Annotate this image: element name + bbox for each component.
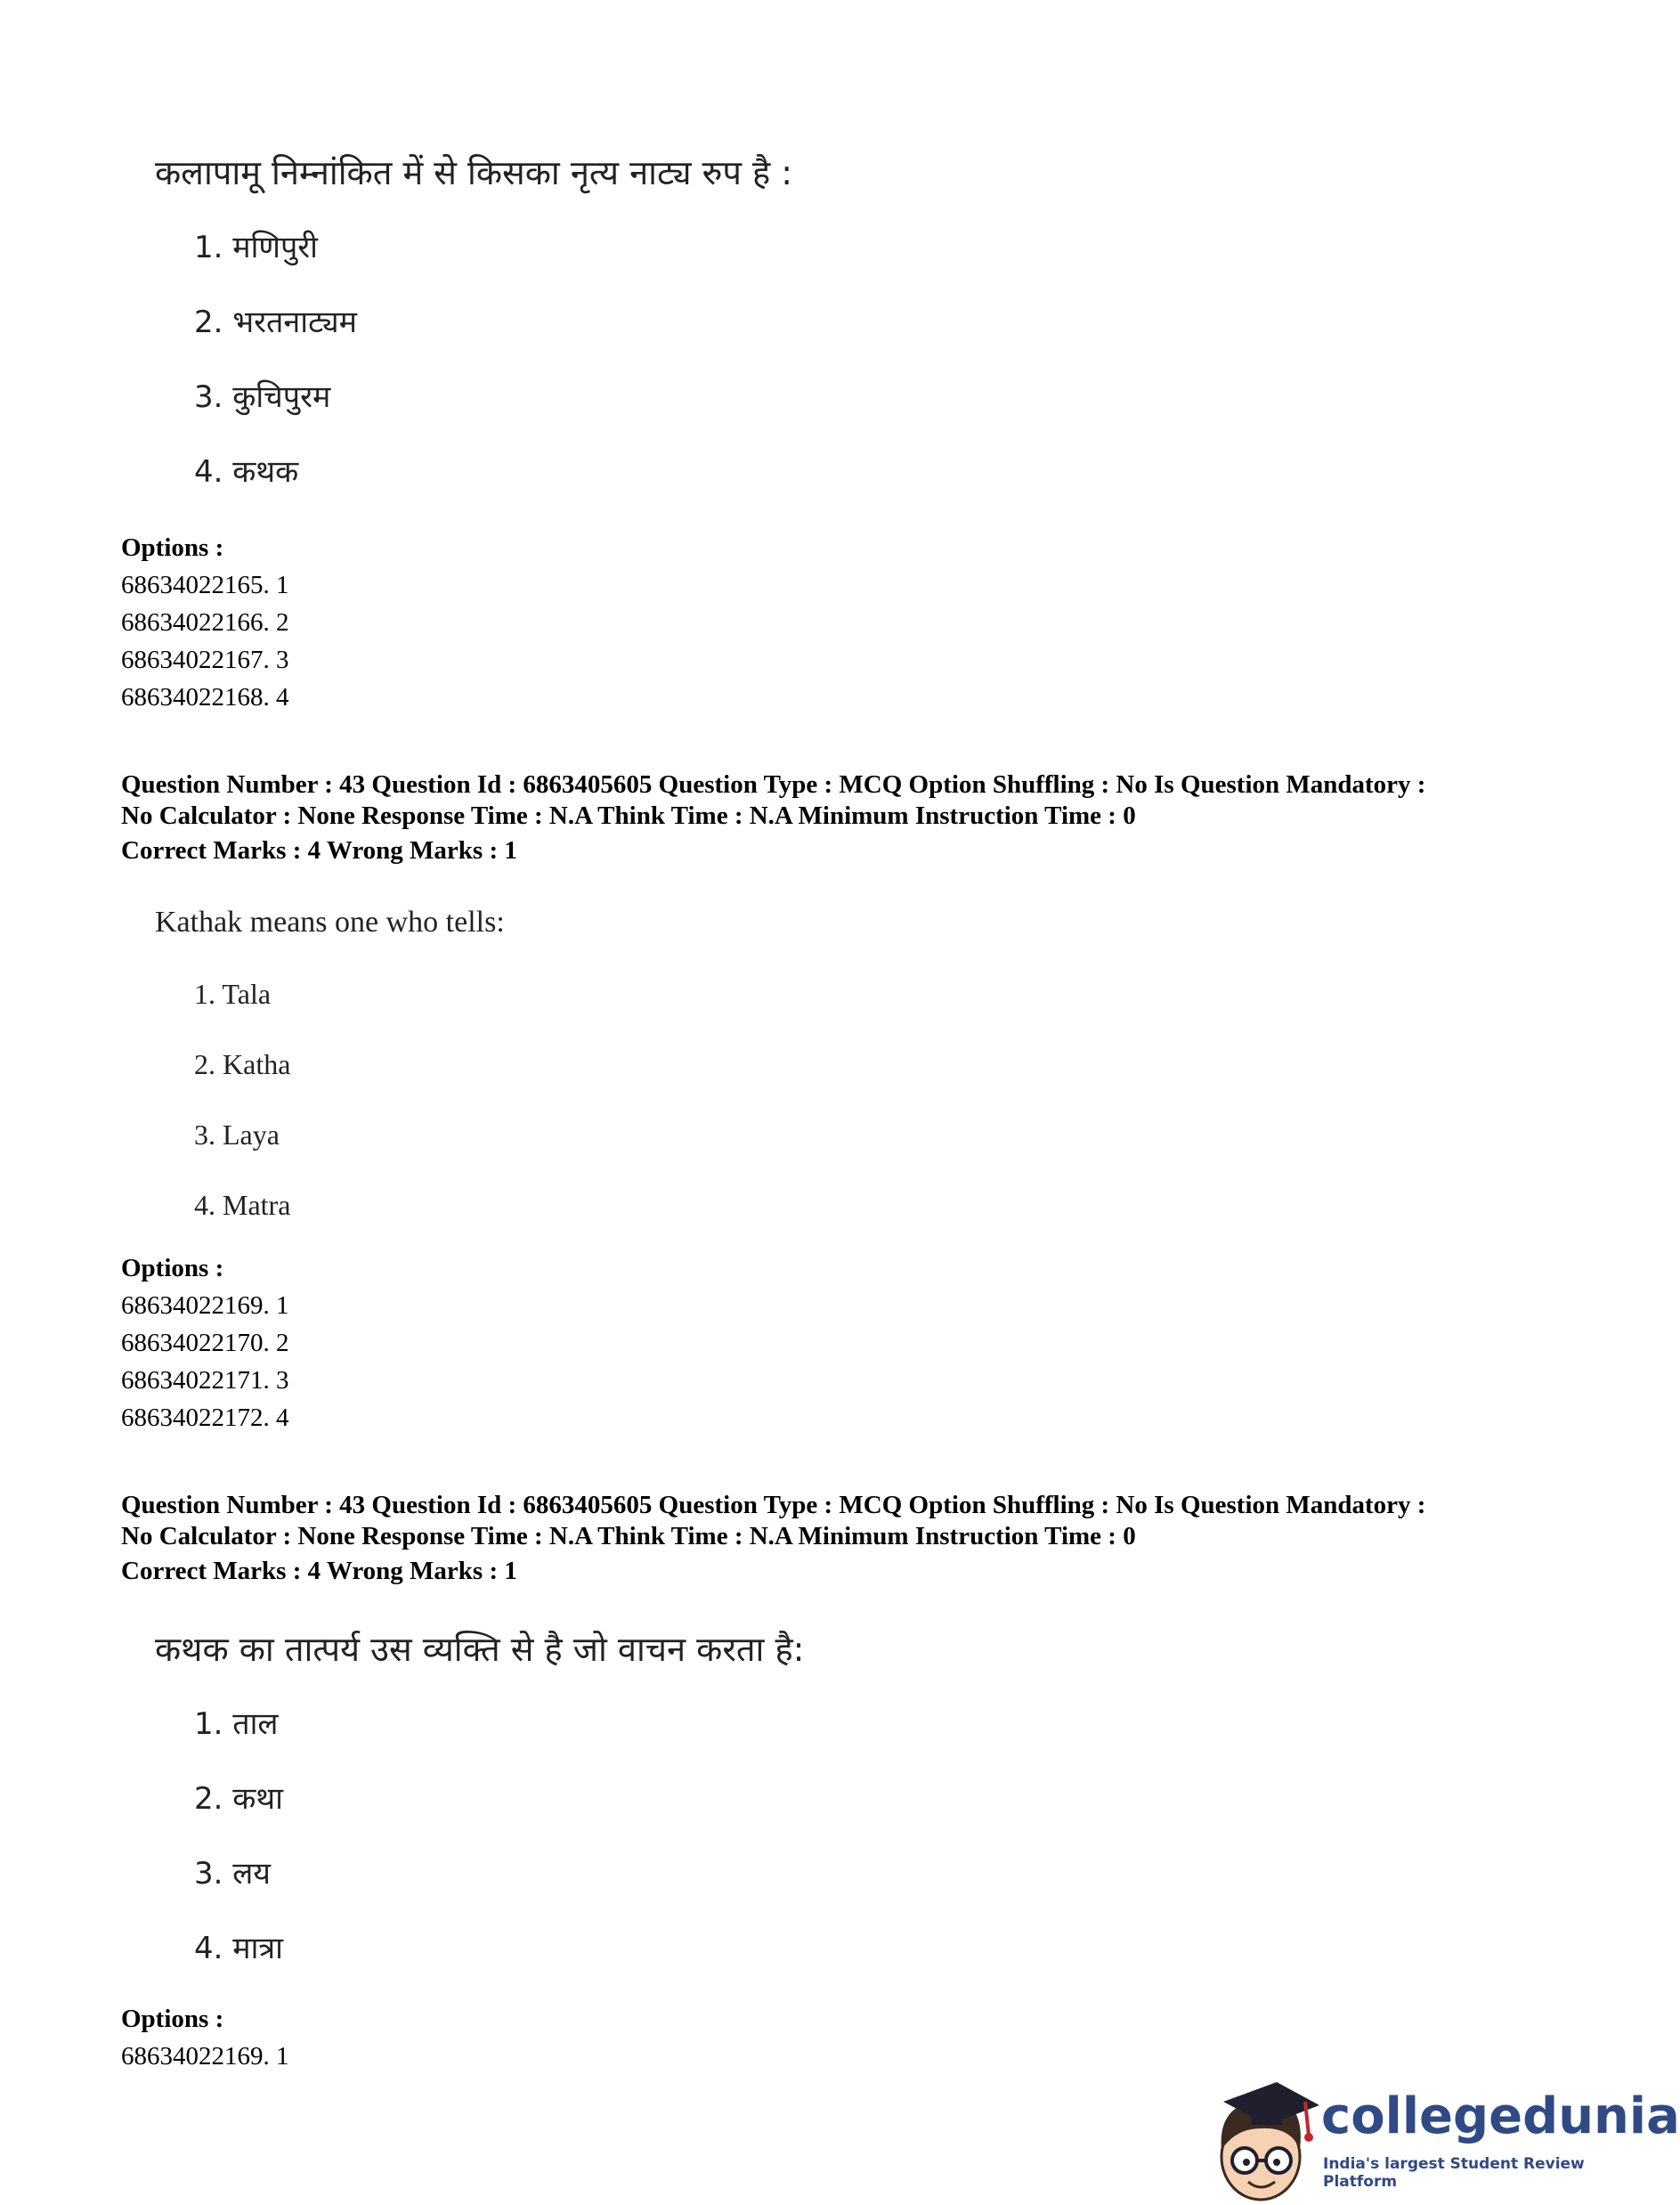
choice-4: 4. कथक [194,454,299,490]
option-row: 68634022171. 3 [121,1366,289,1395]
mascot-icon [1205,2075,1321,2205]
choice-1: 1. Tala [194,978,272,1010]
question-meta-line: No Calculator : None Response Time : N.A Think Time : N.A Minimum Instruction Time : 0 [121,1522,1136,1550]
option-row: 68634022170. 2 [121,1329,289,1357]
choice-1: 1. मणिपुरी [194,230,318,265]
choice-3: 3. लय [194,1856,272,1892]
question-meta-3 [121,1490,1546,1590]
question-meta-2 [121,769,1546,869]
logo-wordmark: collegedunia [1321,2087,1680,2145]
question-image-english [155,901,505,1225]
collegedunia-logo [1205,2075,1680,2205]
question-text: कथक का तात्पर्य उस व्यक्ति से है जो वाचन करता है: [155,1630,805,1669]
marks-line: Correct Marks : 4 Wrong Marks : 1 [121,836,517,865]
option-row: 68634022169. 1 [121,1291,289,1320]
options-list-3 [121,2000,1546,2075]
option-row: 68634022167. 3 [121,646,289,674]
choice-2: 2. कथा [194,1781,283,1817]
option-row: 68634022172. 4 [121,1404,289,1432]
option-row: 68634022165. 1 [121,571,289,599]
document-page [121,0,1546,2205]
question-image-hindi-2 [155,1628,804,1968]
choice-1: 1. ताल [194,1706,279,1742]
question-image-hindi-1 [155,151,792,492]
choice-3: 3. कुचिपुरम [194,379,331,415]
options-title: Options : [121,533,224,562]
choice-2: 2. Katha [194,1048,291,1080]
choice-2: 2. भरतनाट्यम [194,305,357,340]
logo-tagline: India's largest Student Review Platform [1323,2155,1585,2191]
options-list-2 [121,1249,1546,1436]
option-row: 68634022166. 2 [121,608,289,637]
options-title: Options : [121,2005,224,2033]
choice-3: 3. Laya [194,1119,280,1151]
question-text: कलापामू निम्नांकित में से किसका नृत्य नाट्य रुप है : [155,153,793,192]
options-list-1 [121,529,1546,716]
choice-4: 4. मात्रा [194,1931,283,1966]
option-row: 68634022169. 1 [121,2042,289,2071]
options-title: Options : [121,1254,224,1282]
option-row: 68634022168. 4 [121,683,289,712]
question-meta-line: Question Number : 43 Question Id : 6863405605 Question Type : MCQ Option Shuffling : No Is Question Mandatory : [121,1491,1426,1519]
question-text: Kathak means one who tells: [155,906,505,939]
marks-line: Correct Marks : 4 Wrong Marks : 1 [121,1557,517,1585]
question-meta-line: Question Number : 43 Question Id : 6863405605 Question Type : MCQ Option Shuffling : No Is Question Mandatory : [121,770,1426,799]
choice-4: 4. Matra [194,1189,291,1221]
question-meta-line: No Calculator : None Response Time : N.A Think Time : N.A Minimum Instruction Time : 0 [121,801,1136,830]
